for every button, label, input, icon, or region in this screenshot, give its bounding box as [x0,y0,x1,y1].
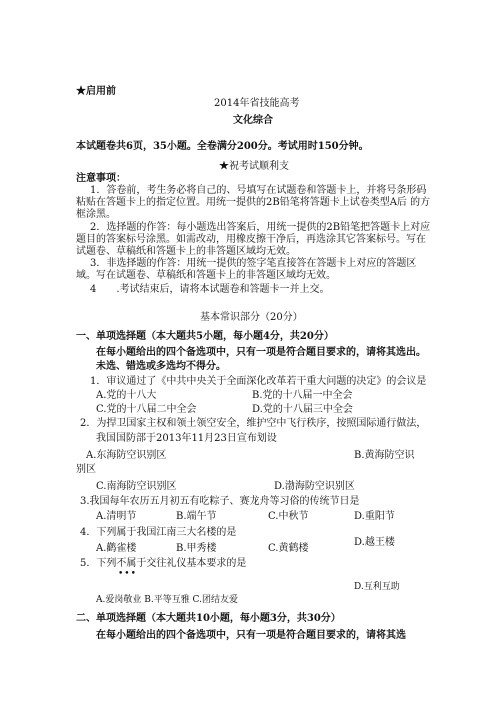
exam-year-title: 2014年省技能高考 [214,98,300,109]
question-4-stem: 4．下列属于我国江南三大名楼的是 [80,527,237,538]
question-4-option-a: A.鹳雀楼 [96,543,137,554]
part1-instruction-line1: 在每小题给出的四个备选项中，只有一项是符合题目要求的，请将其选出。 [96,347,426,358]
question-2-option-b: B.黄海防空识 [354,450,415,461]
emphasis-dots: ••• [118,569,137,579]
question-2-stem-line1: 2．为捍卫国家主权和领土领空安全，维护空中飞行秩序，按照国际通行做法， [80,418,427,429]
question-5-options-abc: A.爱岗敬业 B.平等互雅 C.团结友爱 [96,595,238,605]
exam-summary: 本试题卷共6页，35小题。全卷满分200分。考试用时150分钟。 [76,141,369,152]
notice-item-1: 1．答卷前，考生务必将自己的、号填写在试题卷和答题卡上，并将号条形码粘贴在答题卡上的指定位置。用统一提供的2B铅笔将答题卡上试卷类型A后 的方框涂黑。 [76,185,431,220]
question-2-option-b-continuation: 别区 [76,464,96,475]
question-4-option-c: C.黄鹤楼 [268,543,309,554]
question-2-option-d: D.渤海防空识别区 [274,481,355,492]
notice-item-2: 2．选择题的作答：每小题选出答案后，用统一提供的2B铅笔把答题卡上对应题目的答案标号涂黑。如需改动，用橡皮擦干净后，再选涂其它答案标号。写在试题卷、草稿纸和答题卡上的非答题区域均无效。 [76,222,431,257]
part2-instruction: 在每小题给出的四个备选项中，只有一项是符合题目要求的，请将其选 [96,630,406,641]
question-1-option-c: C.党的十八届二中全会 [96,404,197,415]
notice-heading: 注意事项： [76,173,126,184]
question-4-option-d: D.越王楼 [354,537,395,548]
question-2-stem-line2: 我国国防部于2013年11月23日宣布划设 [96,433,277,444]
part1-heading: 一、单项选择题（本大题共5小题，每小题4分，共20分） [76,331,334,342]
secret-mark: ★启用前 [76,86,116,97]
question-1-option-d: D.党的十八届三中全会 [252,404,353,415]
question-1-stem: 1．审议通过了《中共中央关于全面深化改革若干重大问题的决定》的会议是 [90,376,427,387]
question-5-option-d: D.互利互助 [354,582,400,592]
exam-subject: 文化综合 [233,115,273,126]
exam-wish: ★祝考试顺利支 [219,161,289,172]
question-2-option-a: A.东海防空识别区 [86,450,167,461]
notice-item-4: 4 .考试结束后，请将本试题卷和答题卡一并上交。 [90,284,330,295]
question-4-option-b: B.甲秀楼 [176,543,217,554]
question-3-option-b: B.端午节 [176,511,217,522]
question-3-option-d: D.重阳节 [354,511,395,522]
question-1-option-b: B.党的十八届一中全会 [252,390,353,401]
question-1-option-a: A.党的十八大 [96,390,157,401]
question-3-option-c: C.中秋节 [268,511,309,522]
notice-item-3: 3．非选择题的作答：用统一提供的签字笔直接答在答题卡上对应的答题区域。写在试题卷、草稿纸和答题卡上的非答题区域均无效。 [76,258,417,281]
part2-heading: 二、单项选择题（本大题共10小题，每小题3分，共30分） [76,613,341,624]
question-2-option-c: C.南海防空识别区 [96,481,177,492]
question-3-option-a: A.清明节 [96,511,137,522]
section-title: 基本常识部分（20分） [200,312,303,323]
part1-instruction-line2: 未选、错选或多选均不得分。 [96,361,226,372]
question-5-stem: 5．下列不属于交往礼仪基本要求的是 [80,558,247,569]
question-3-stem: 3.我国每年农历五月初五有吃粽子、赛龙舟等习俗的传统节日是 [80,496,360,507]
